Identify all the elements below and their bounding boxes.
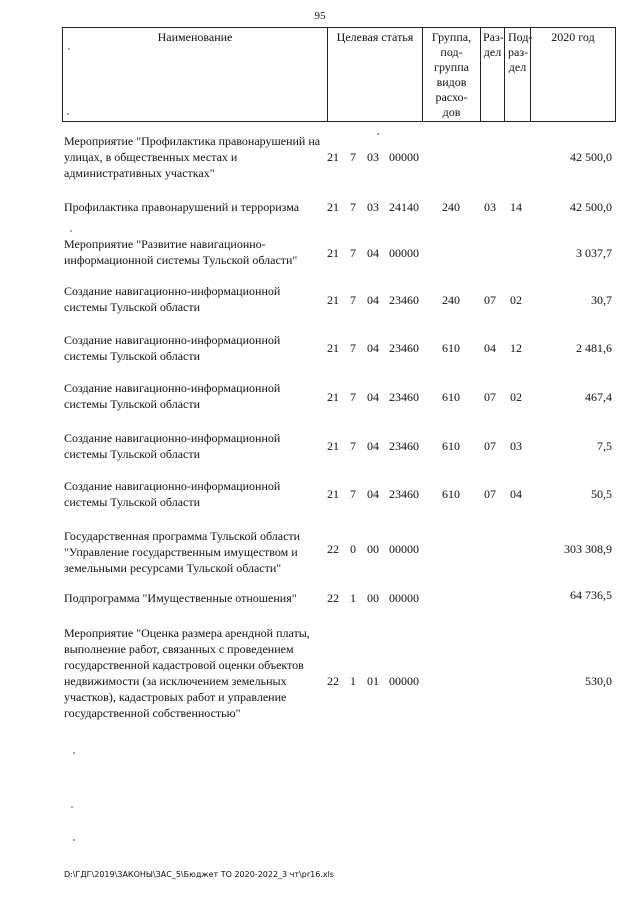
amount: 42 500,0 [570, 200, 612, 214]
target-code-2: 7 [350, 487, 356, 501]
target-code-1: 21 [327, 390, 339, 404]
row-name: Создание навигационно-информационной системы Тульской области [64, 284, 281, 314]
target-code-1: 21 [327, 439, 339, 453]
row-name: Создание навигационно-информационной системы Тульской области [64, 431, 281, 461]
target-code-4: 23460 [389, 293, 419, 307]
target-code-4: 23460 [389, 390, 419, 404]
section-code: 07 [484, 487, 496, 501]
header-group: Группа, под-группа видов расхо-дов [431, 30, 472, 119]
scan-speck [73, 839, 75, 841]
section-code: 07 [484, 293, 496, 307]
target-code-1: 22 [327, 591, 339, 605]
row-name: Государственная программа Тульской области "Управление государственным имуществом и земельными ресурсами Тульской области" [64, 529, 301, 575]
scan-speck [67, 113, 69, 115]
header-subsection: Под-раз-дел [508, 30, 533, 74]
target-code-1: 21 [327, 150, 339, 164]
target-code-4: 00000 [389, 246, 419, 260]
target-code-2: 7 [350, 390, 356, 404]
header-name-cell [62, 27, 328, 122]
target-code-1: 21 [327, 246, 339, 260]
target-code-4: 00000 [389, 150, 419, 164]
target-code-1: 21 [327, 293, 339, 307]
file-path-footer: D:\ГДГ\2019\ЗАКОНЫ\ЗАС_5\Бюджет ТО 2020-2022_3 чт\pr16.xls [64, 870, 334, 879]
target-code-2: 1 [350, 591, 356, 605]
target-code-3: 01 [367, 674, 379, 688]
target-code-4: 23460 [389, 341, 419, 355]
target-code-2: 7 [350, 246, 356, 260]
target-code-4: 24140 [389, 200, 419, 214]
page-number: 95 [314, 10, 326, 22]
row-name: Профилактика правонарушений и терроризма [64, 200, 300, 214]
subsection-code: 12 [510, 341, 522, 355]
header-target-cell [327, 27, 423, 122]
target-code-3: 00 [367, 591, 379, 605]
row-name: Создание навигационно-информационной системы Тульской области [64, 479, 281, 509]
header-group-cell [422, 27, 481, 122]
amount: 7,5 [597, 439, 612, 453]
target-code-2: 0 [350, 542, 356, 556]
scan-speck [68, 48, 70, 50]
amount: 3 037,7 [576, 246, 612, 260]
target-code-4: 00000 [389, 591, 419, 605]
target-code-2: 1 [350, 674, 356, 688]
amount: 64 736,5 [570, 588, 612, 602]
target-code-3: 03 [367, 150, 379, 164]
header-year-cell [530, 27, 616, 122]
amount: 50,5 [591, 487, 612, 501]
subsection-code: 03 [510, 439, 522, 453]
row-name: Мероприятие "Оценка размера арендной платы, выполнение работ, связанных с проведением государственной кадастровой оценки объектов недвижимости (за исключением земельных участков), кадастровых работ и управление государственной собственностью" [64, 626, 310, 720]
subsection-code: 02 [510, 293, 522, 307]
target-code-3: 04 [367, 390, 379, 404]
scan-speck [73, 752, 75, 754]
target-code-3: 04 [367, 439, 379, 453]
header-section-cell [480, 27, 505, 122]
amount: 303 308,9 [564, 542, 612, 556]
section-code: 07 [484, 390, 496, 404]
section-code: 07 [484, 439, 496, 453]
section-code: 03 [484, 200, 496, 214]
target-code-4: 00000 [389, 542, 419, 556]
target-code-3: 04 [367, 246, 379, 260]
amount: 467,4 [585, 390, 612, 404]
group-code: 610 [442, 439, 460, 453]
target-code-3: 00 [367, 542, 379, 556]
target-code-1: 22 [327, 674, 339, 688]
target-code-2: 7 [350, 150, 356, 164]
subsection-code: 04 [510, 487, 522, 501]
group-code: 610 [442, 487, 460, 501]
subsection-code: 14 [510, 200, 522, 214]
group-code: 610 [442, 390, 460, 404]
target-code-4: 23460 [389, 439, 419, 453]
header-subsection-cell [504, 27, 531, 122]
target-code-1: 21 [327, 487, 339, 501]
header-section: Раз-дел [483, 30, 504, 59]
row-name: Создание навигационно-информационной системы Тульской области [64, 381, 281, 411]
amount: 42 500,0 [570, 150, 612, 164]
scan-speck [71, 806, 73, 808]
target-code-3: 03 [367, 200, 379, 214]
row-name: Мероприятие "Профилактика правонарушений на улицах, в общественных местах и административных участках" [64, 134, 321, 180]
row-name: Подпрограмма "Имущественные отношения" [64, 591, 297, 605]
target-code-2: 7 [350, 341, 356, 355]
section-code: 04 [484, 341, 496, 355]
group-code: 240 [442, 200, 460, 214]
scan-speck [377, 133, 379, 135]
target-code-3: 04 [367, 341, 379, 355]
target-code-2: 7 [350, 293, 356, 307]
target-code-3: 04 [367, 293, 379, 307]
subsection-code: 02 [510, 390, 522, 404]
amount: 2 481,6 [576, 341, 612, 355]
scan-speck [70, 230, 72, 232]
group-code: 610 [442, 341, 460, 355]
target-code-2: 7 [350, 439, 356, 453]
target-code-1: 21 [327, 341, 339, 355]
row-name: Создание навигационно-информационной системы Тульской области [64, 333, 281, 363]
amount: 30,7 [591, 293, 612, 307]
group-code: 240 [442, 293, 460, 307]
target-code-4: 23460 [389, 487, 419, 501]
target-code-1: 21 [327, 200, 339, 214]
target-code-3: 04 [367, 487, 379, 501]
header-name: Наименование [157, 30, 233, 44]
target-code-4: 00000 [389, 674, 419, 688]
target-code-2: 7 [350, 200, 356, 214]
amount: 530,0 [585, 674, 612, 688]
header-year: 2020 год [551, 30, 595, 44]
header-target: Целевая статья [336, 30, 414, 44]
target-code-1: 22 [327, 542, 339, 556]
row-name: Мероприятие "Развитие навигационно-информационной системы Тульской области" [64, 237, 298, 267]
